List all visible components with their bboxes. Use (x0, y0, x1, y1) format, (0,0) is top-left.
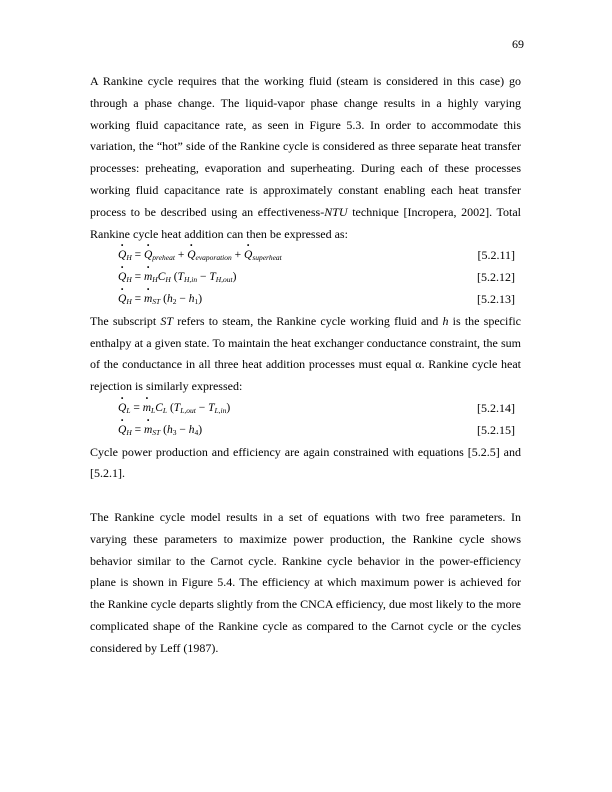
equation-formula: · $Q_H$ = · $m_{ST}$ $(h_2 - h_1)$ (118, 289, 202, 313)
paragraph-gap (90, 485, 521, 507)
paragraph-text: is the specific enthalpy at a given state. To maintain the heat exchanger conductance constraint, the sum of the conductance in all three heat addition processes must equal α. Rankine cycle heat rejection is similarly expressed: (90, 313, 521, 394)
paragraph-constraints: Cycle power production and efficiency are again constrained with equations [5.2.5] and [5.2.1]. (90, 444, 521, 481)
equation-number: [5.2.15] (477, 422, 515, 437)
paragraph-text: The subscript (90, 313, 161, 328)
equation-5-2-13 (90, 289, 521, 311)
equation-5-2-15 (90, 420, 521, 442)
equation-5-2-12 (90, 267, 521, 289)
h-term: h (442, 313, 449, 328)
equation-5-2-11 (90, 245, 521, 267)
paragraph-subscript-note (90, 311, 521, 398)
equation-5-2-14 (90, 398, 521, 420)
page-number: 69 (512, 37, 524, 51)
paragraph-text: A Rankine cycle requires that the working fluid (steam is considered in this case) go through a phase change. The liquid-vapor phase change results in a highly varying working fluid capacitance rate, as seen in Figure 5.3. In order to accommodate this variation, the “hot” side of the Rankine cycle is considered as three separate heat transfer processes: preheating, evaporation and superheating. During each of these processes working fluid capacitance rate is approximately constant enabling each heat transfer process to be described using an effectiveness- (90, 74, 521, 219)
ntu-term: NTU (324, 204, 348, 219)
equation-number: [5.2.14] (477, 400, 515, 415)
paragraph-rankine-intro (90, 71, 521, 245)
paragraph-text-tail: technique [Incropera, 2002]. Total Rankine cycle heat addition can then be expressed as: (90, 204, 521, 241)
equation-number: [5.2.13] (477, 291, 515, 306)
equation-formula: · $Q_L$ = · $m_LC_L$ $(T_{L,out} - T_{L,in})$ (118, 398, 230, 422)
document-body (90, 71, 521, 660)
paragraph-text: refers to steam, the Rankine cycle working fluid and (173, 313, 443, 328)
equation-formula: · $Q_H$ = · $m_HC_H$ $(T_{H,in} - T_{H,out})$ (118, 267, 236, 291)
equation-formula: · $Q_H$ = · $m_{ST}$ $(h_3 - h_4)$ (118, 420, 202, 444)
st-term: ST (160, 313, 174, 328)
equation-number: [5.2.11] (477, 248, 515, 263)
equation-formula: · $Q_H$ = · $Q_{preheat}$ + · $Q_{evaporation}$ + · $Q_{superheat}$ (118, 245, 282, 269)
paragraph-results: The Rankine cycle model results in a set of equations with two free parameters. In varying these parameters to maximize power production, the Rankine cycle shows behavior similar to the Carnot cycle. Rankine cycle behavior in the power-efficiency plane is shown in Figure 5.4. The efficiency at which maximum power is achieved for the Rankine cycle departs slightly from the CNCA efficiency, due most likely to the more complicated shape of the Rankine cycle as compared to the Carnot cycle or the cycles considered by Leff (1987). (90, 509, 521, 655)
equation-number: [5.2.12] (477, 270, 515, 285)
